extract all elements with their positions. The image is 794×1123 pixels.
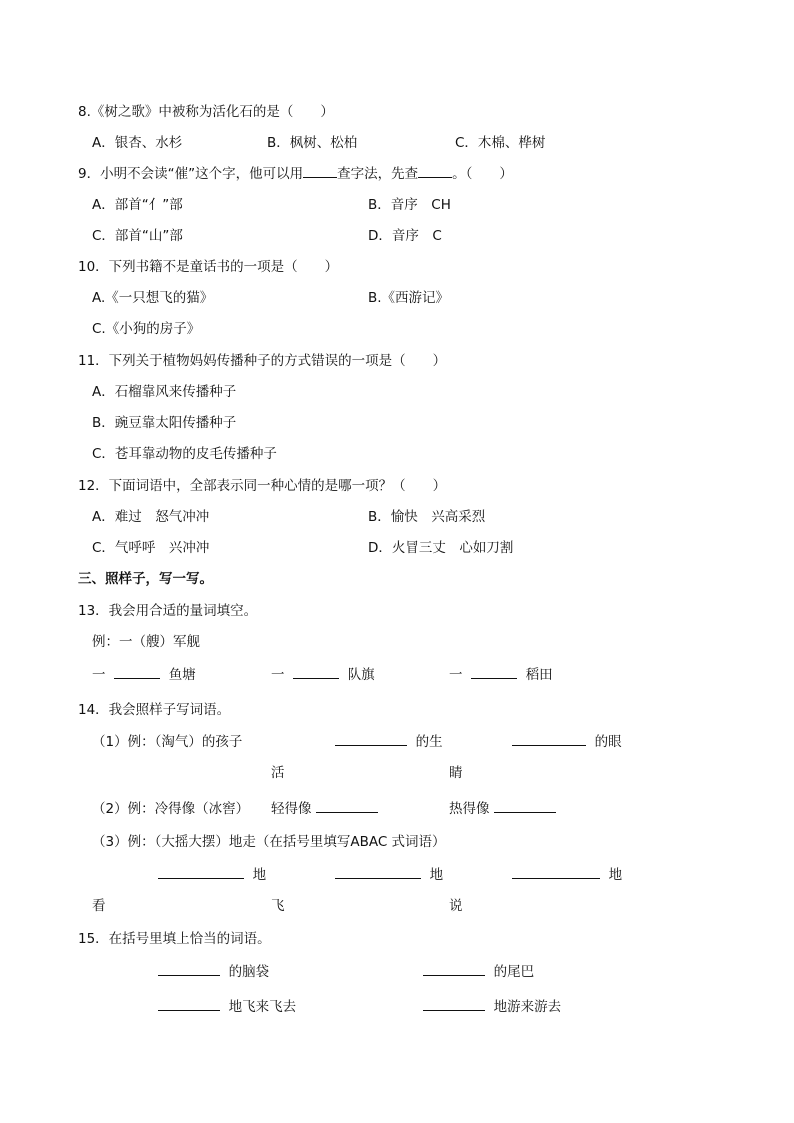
q14-part2-example: （2）例：冷得像（冰窖）	[92, 801, 250, 817]
q11-option-c[interactable]: C．苍耳靠动物的皮毛传播种子	[92, 446, 277, 462]
q14-part2-blank-a[interactable]	[316, 800, 378, 813]
q15-blank-2[interactable]	[423, 963, 485, 976]
q15-stem: 15．在括号里填上恰当的词语。	[78, 931, 271, 947]
q14-part3-item-3: 地	[512, 866, 622, 884]
q15-item-4: 地游来游去	[423, 998, 561, 1016]
q8-stem: 8.《树之歌》中被称为活化石的是（ ）	[78, 104, 334, 120]
q12-option-c[interactable]: C．气呼呼 兴冲冲	[92, 540, 210, 556]
q13-blank-3[interactable]	[471, 666, 517, 679]
q13-item-2: 一 队旗	[271, 667, 375, 683]
q9-stem: 9．小明不会读“催”这个字，他可以用 查字法，先查 。（ ）	[78, 166, 513, 182]
q11-option-a[interactable]: A．石榴靠风来传播种子	[92, 384, 237, 400]
q9-blank-2[interactable]	[418, 165, 452, 178]
q15-item-2: 的尾巴	[423, 963, 534, 981]
q14-part3-item-2: 地	[335, 866, 443, 884]
q9-option-c[interactable]: C．部首“山”部	[92, 228, 183, 244]
section-heading: 三、照样子，写一写。	[78, 571, 213, 587]
q9-option-a[interactable]: A．部首“亻”部	[92, 197, 183, 213]
q14-part1-item-b: 的眼	[512, 733, 622, 751]
q15-blank-3[interactable]	[158, 998, 220, 1011]
q14-part3-word-2: 飞	[271, 898, 285, 914]
q14-part3-blank-1[interactable]	[158, 866, 244, 879]
q14-part1-item-a-cont: 活	[271, 765, 285, 781]
q14-part2-item-a: 轻得像	[271, 800, 378, 818]
q14-part1-item-b-cont: 睛	[449, 765, 463, 781]
q14-part3-item-1: 地	[158, 866, 266, 884]
q13-stem: 13．我会用合适的量词填空。	[78, 603, 258, 619]
q10-option-b[interactable]: B.《西游记》	[368, 290, 450, 306]
q14-stem: 14．我会照样子写词语。	[78, 702, 231, 718]
q12-option-d[interactable]: D．火冒三丈 心如刀割	[368, 540, 514, 556]
q13-item-1: 一 鱼塘	[92, 667, 196, 683]
q14-part1-blank-a[interactable]	[335, 733, 407, 746]
q11-option-b[interactable]: B．豌豆靠太阳传播种子	[92, 415, 237, 431]
q15-blank-4[interactable]	[423, 998, 485, 1011]
q13-example: 例：一（艘）军舰	[92, 634, 200, 650]
q14-part2-item-b: 热得像	[449, 800, 556, 818]
q14-part3-word-1: 看	[92, 898, 106, 914]
q14-part2-blank-b[interactable]	[494, 800, 556, 813]
q14-part3-blank-3[interactable]	[512, 866, 600, 879]
q14-part3-blank-2[interactable]	[335, 866, 421, 879]
q14-part3-word-3: 说	[449, 898, 463, 914]
q9-blank-1[interactable]	[303, 165, 337, 178]
q12-stem: 12．下面词语中，全部表示同一种心情的是哪一项？（ ）	[78, 478, 447, 494]
q14-part1-blank-b[interactable]	[512, 733, 586, 746]
q14-part3-example: （3）例：（大摇大摆）地走（在括号里填写ABAC 式词语）	[92, 834, 446, 850]
q14-part1-item-a: 的生	[335, 733, 443, 751]
q8-option-a[interactable]: A．银杏、水杉	[92, 135, 183, 151]
q9-option-d[interactable]: D．音序 C	[368, 228, 442, 244]
q12-option-a[interactable]: A．难过 怒气冲冲	[92, 509, 210, 525]
q10-option-a[interactable]: A.《一只想飞的猫》	[92, 290, 214, 306]
q9-option-b[interactable]: B．音序 CH	[368, 197, 451, 213]
q8-option-c[interactable]: C．木棉、桦树	[455, 135, 546, 151]
q10-stem: 10．下列书籍不是童话书的一项是（ ）	[78, 259, 339, 275]
q14-part1-example: （1）例：（淘气）的孩子	[92, 734, 243, 750]
q13-blank-1[interactable]	[114, 666, 160, 679]
q8-option-b[interactable]: B．枫树、松柏	[267, 135, 358, 151]
q10-option-c[interactable]: C.《小狗的房子》	[92, 321, 201, 337]
q13-blank-2[interactable]	[293, 666, 339, 679]
q13-item-3: 一 稻田	[449, 667, 553, 683]
q12-option-b[interactable]: B．愉快 兴高采烈	[368, 509, 486, 525]
q15-item-1: 的脑袋	[158, 963, 269, 981]
q11-stem: 11．下列关于植物妈妈传播种子的方式错误的一项是（ ）	[78, 353, 447, 369]
q15-item-3: 地飞来飞去	[158, 998, 296, 1016]
q15-blank-1[interactable]	[158, 963, 220, 976]
